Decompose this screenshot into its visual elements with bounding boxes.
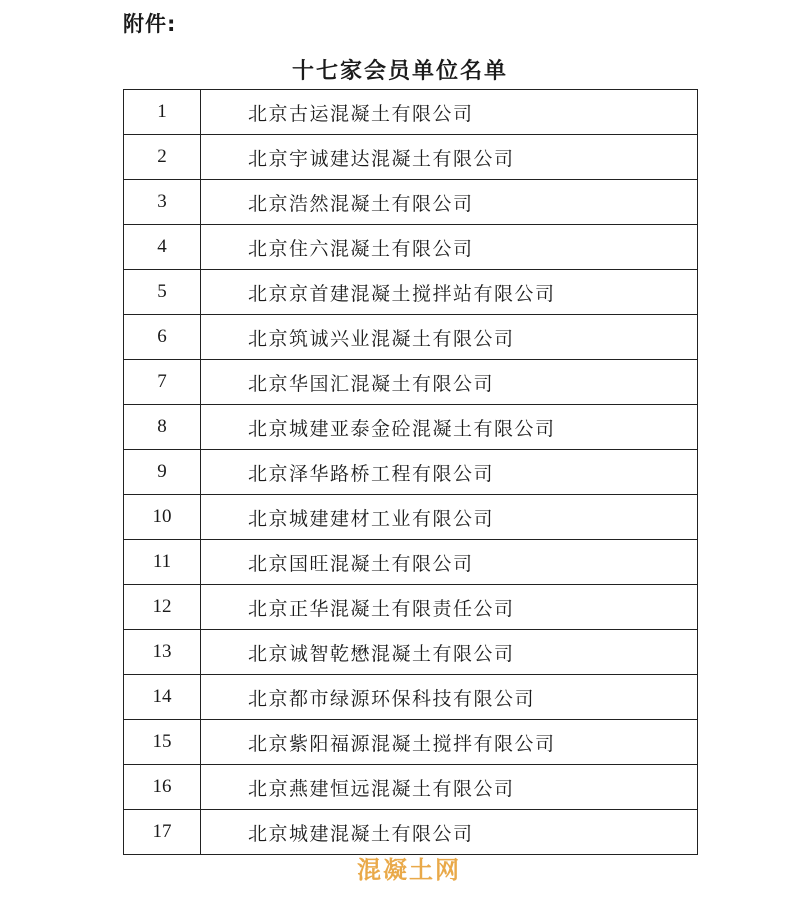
company-name: 北京浩然混凝土有限公司 <box>201 180 698 225</box>
row-number: 10 <box>124 495 201 540</box>
row-number: 12 <box>124 585 201 630</box>
row-number: 6 <box>124 315 201 360</box>
company-name: 北京泽华路桥工程有限公司 <box>201 450 698 495</box>
row-number: 4 <box>124 225 201 270</box>
company-name: 北京华国汇混凝土有限公司 <box>201 360 698 405</box>
company-name: 北京筑诚兴业混凝土有限公司 <box>201 315 698 360</box>
row-number: 15 <box>124 720 201 765</box>
member-table <box>123 89 698 855</box>
table-row <box>124 630 698 675</box>
company-name: 北京燕建恒远混凝土有限公司 <box>201 765 698 810</box>
company-name: 北京宇诚建达混凝土有限公司 <box>201 135 698 180</box>
row-number: 5 <box>124 270 201 315</box>
company-name: 北京诚智乾懋混凝土有限公司 <box>201 630 698 675</box>
attachment-label: 附件: <box>123 12 177 36</box>
company-name: 北京古运混凝土有限公司 <box>201 90 698 135</box>
table-row <box>124 675 698 720</box>
table-row <box>124 585 698 630</box>
table-row <box>124 405 698 450</box>
table-row <box>124 450 698 495</box>
row-number: 11 <box>124 540 201 585</box>
row-number: 2 <box>124 135 201 180</box>
table-row <box>124 495 698 540</box>
document-title: 十七家会员单位名单 <box>291 59 508 84</box>
row-number: 3 <box>124 180 201 225</box>
table-row <box>124 810 698 855</box>
company-name: 北京都市绿源环保科技有限公司 <box>201 675 698 720</box>
company-name: 北京京首建混凝土搅拌站有限公司 <box>201 270 698 315</box>
table-row <box>124 90 698 135</box>
company-name: 北京住六混凝土有限公司 <box>201 225 698 270</box>
table-row <box>124 540 698 585</box>
company-name: 北京正华混凝土有限责任公司 <box>201 585 698 630</box>
company-name: 北京城建建材工业有限公司 <box>201 495 698 540</box>
company-name: 北京城建亚泰金砼混凝土有限公司 <box>201 405 698 450</box>
row-number: 7 <box>124 360 201 405</box>
table-row <box>124 270 698 315</box>
table-row <box>124 720 698 765</box>
row-number: 1 <box>124 90 201 135</box>
table-row <box>124 315 698 360</box>
table-row <box>124 765 698 810</box>
row-number: 9 <box>124 450 201 495</box>
company-name: 北京紫阳福源混凝土搅拌有限公司 <box>201 720 698 765</box>
company-name: 北京城建混凝土有限公司 <box>201 810 698 855</box>
row-number: 17 <box>124 810 201 855</box>
table-row <box>124 180 698 225</box>
table-row <box>124 360 698 405</box>
row-number: 13 <box>124 630 201 675</box>
row-number: 16 <box>124 765 201 810</box>
company-name: 北京国旺混凝土有限公司 <box>201 540 698 585</box>
table-row <box>124 135 698 180</box>
table-row <box>124 225 698 270</box>
row-number: 14 <box>124 675 201 720</box>
row-number: 8 <box>124 405 201 450</box>
watermark: 混凝土网 <box>357 856 461 884</box>
